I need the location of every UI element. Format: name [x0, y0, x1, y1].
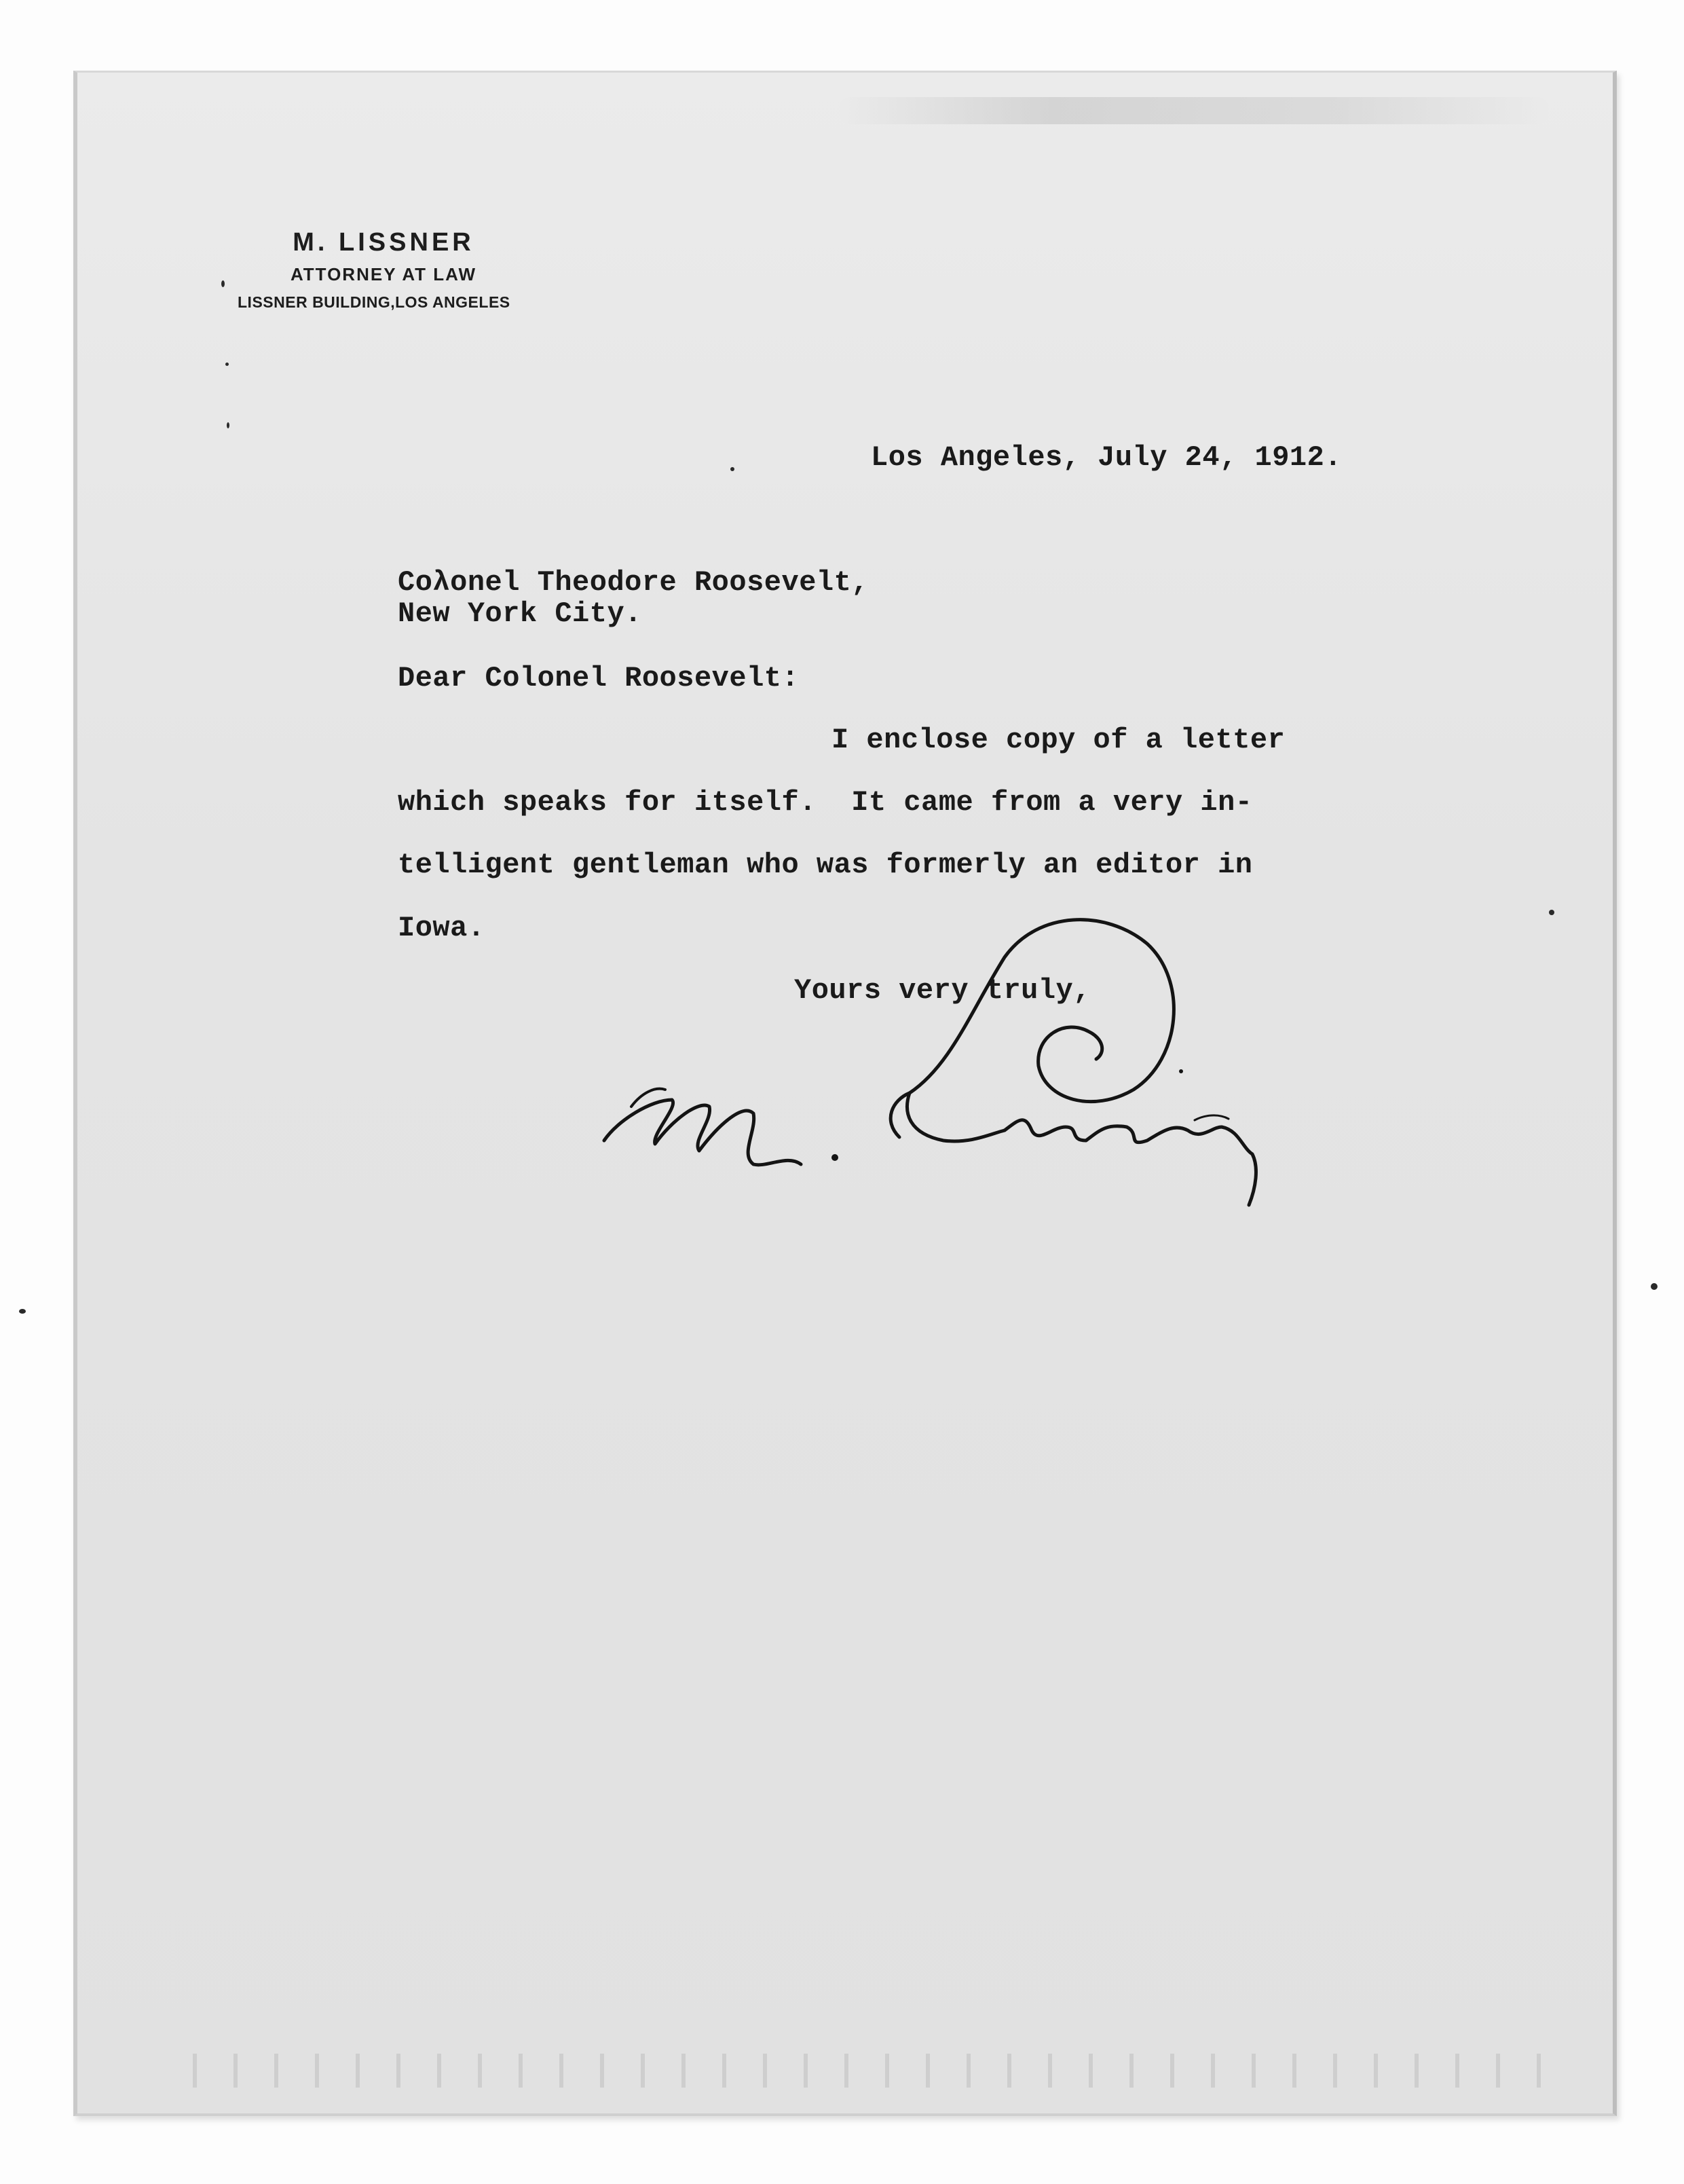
body-line: Iowa. — [398, 912, 485, 944]
stray-mark — [227, 422, 229, 428]
stray-mark — [225, 363, 229, 366]
bottom-edge-marks — [193, 2054, 1564, 2088]
salutation: Dear Colonel Roosevelt: — [398, 662, 800, 695]
stray-mark — [1651, 1283, 1658, 1290]
letterhead — [238, 228, 591, 312]
stray-mark — [1549, 910, 1554, 915]
body-line: telligent gentleman who was formerly an editor in — [398, 849, 1253, 881]
closing: Yours very truly, — [794, 974, 1091, 1007]
letterhead-title: ATTORNEY AT LAW — [290, 264, 477, 284]
top-edge-smudge — [838, 97, 1550, 124]
stray-mark — [19, 1309, 26, 1314]
letterhead-address: LISSNER BUILDING,LOS ANGELES — [238, 293, 510, 311]
body-line: which speaks for itself. It came from a very in- — [398, 786, 1253, 819]
letterhead-name: M. LISSNER — [293, 228, 474, 257]
recipient-name: Coλonel Theodore Roosevelt, — [398, 566, 869, 599]
body-line: I enclose copy of a letter — [831, 724, 1286, 756]
stray-mark — [221, 280, 225, 287]
date-line: Los Angeles, July 24, 1912. — [871, 441, 1343, 474]
stray-mark — [730, 467, 734, 471]
recipient-city: New York City. — [398, 597, 642, 630]
handwritten-signature — [591, 896, 1364, 1208]
